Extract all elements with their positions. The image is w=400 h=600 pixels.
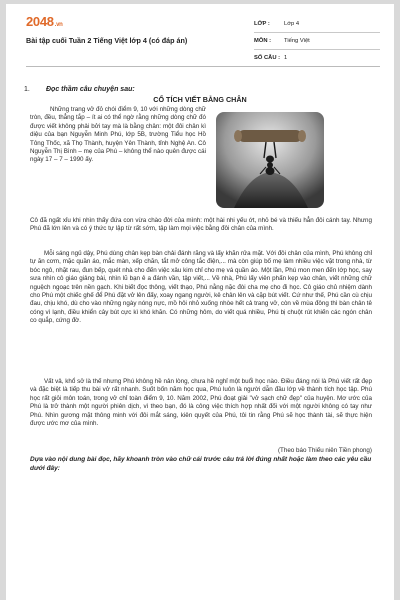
ant-lifting-log-image <box>216 112 324 208</box>
document-page <box>6 4 394 600</box>
meta-label: LỚP : <box>254 21 270 27</box>
meta-row-class <box>254 16 380 33</box>
story-paragraph: Vất vả, khổ sở là thế nhưng Phú không hề nản lòng, chưa hề nghỉ một buổi học nào. Điều đáng nói là Phú viết rất đẹp và đặc biệt là tiếp thu bài vở rất nhanh. Suốt bốn năm học qua, Phú luôn là người dẫn đầu lớp về thành tích học tập. Phú học rất giỏi môn toán, trong vở chỉ toàn điểm 9, 10. Năm 2002, Phú đoạt giải "vở sạch chữ đẹp" của huyện. Mơ ước của Phú là trở thành một người phiên dịch, vì theo bạn, đó là công việc thích hợp nhất đối với một người không có tay như Phú. Nhìn gương mặt thông minh với đôi mắt sáng, kiên quyết của Phú, tôi tin rằng Phú sẽ học thành tài, sẽ thực hiện được ước mơ của mình. <box>30 378 372 428</box>
question-instruction: Dựa vào nội dung bài đọc, hãy khoanh tròn vào chữ cái trước câu trả lời đúng nhất hoặc làm theo các yêu cầu dưới đây: <box>30 456 372 472</box>
story-paragraph: Mỗi sáng ngủ dậy, Phú dùng chân kẹp bàn chải đánh răng và lấy khăn rửa mặt. Với đôi chân của mình, Phú không chỉ tự ăn cơm, mặc quần áo, mắc màn, xếp chăn, tắt mở công tắc điện,... mà còn giúp bố mẹ làm nhiều việc vặt trong nhà, từ bóc ngô, nhặt rau, đun bếp, quét nhà cho đến việc xâu kim chỉ cho mẹ vá quần áo. Một lần, Phú mon men đến lớp học, say sưa nhìn cô giáo giảng bài, nhìn lũ bạn ê a đánh vần, tập viết,... Về nhà, Phú lấy viên phấn kẹp vào chân, viết những chữ nguệch ngoạc trên nền gạch. Khi biết đọc thông, viết thạo, Phú nằng nặc đòi cha mẹ cho đi học. Cô giáo chủ nhiệm dành cho Phú một chiếc ghế để Phú đặt vở lên đấy, xoay ngang người, kê chân lên và cặp bút viết. Cứ như thế, Phú cần cù chịu đau, chịu khó, dù cho vào những ngày nóng nực, mồ hôi nhỏ xuống nhòe hết cả trang vở, còn về mùa đông thì bàn chân tê cóng vì lạnh, điều khiển cây bút cực kì khó khăn. Có những hôm, do viết quá nhiều, Phú bị chuột rút khiến các ngón chân co quắp, cứng đờ. <box>30 250 372 325</box>
document-title: Bài tập cuối Tuần 2 Tiếng Việt lớp 4 (có đáp án) <box>26 36 188 45</box>
meta-value: 1 <box>284 55 288 61</box>
meta-label: SỐ CÂU : <box>254 55 281 61</box>
story-source: (Theo báo Thiếu niên Tiền phong) <box>277 447 372 454</box>
site-logo[interactable] <box>26 14 63 29</box>
header-divider <box>26 66 380 67</box>
meta-row-question-count <box>254 50 380 67</box>
meta-row-subject <box>254 33 380 50</box>
story-paragraph: Những trang vở đỏ chói điểm 9, 10 với những dòng chữ tròn, đều, thẳng tắp – ít ai có thể ngờ rằng những dòng chữ đó được viết không phải bởi tay mà là bằng chân: một đôi chân kì diệu của bạn Nguyễn Minh Phú, lớp 5B, trường Tiểu học Hồ Tông Thốc, xã Thọ Thành, huyện Yên Thành, tỉnh Nghệ An. Cô Nguyễn Thị Bình – mẹ của Phú – không thể nào quên được cái ngày 17 – 7 – 1990 ấy. <box>30 106 206 164</box>
question-prompt: Đọc thầm câu chuyện sau: <box>46 86 135 93</box>
logo-text: 2048 <box>26 14 54 29</box>
story-paragraph: Cô đã ngất xỉu khi nhìn thấy đứa con vừa chào đời của mình: một hài nhi yếu ớt, nhỏ bé và thiếu hẳn đôi cánh tay. Nhưng Phú đã lớn lên và có ý thức tự lập từ rất sớm, tập làm mọi việc bằng đôi chân của mình. <box>30 217 372 233</box>
meta-label: MÔN : <box>254 38 272 44</box>
meta-info-box <box>254 16 380 67</box>
logo-suffix: .vn <box>54 22 63 28</box>
question-number: 1. <box>24 86 30 93</box>
story-illustration <box>216 112 324 208</box>
meta-value: Lớp 4 <box>284 21 300 27</box>
meta-value: Tiếng Việt <box>284 38 310 44</box>
story-title: CỔ TÍCH VIẾT BẰNG CHÂN <box>153 95 247 104</box>
